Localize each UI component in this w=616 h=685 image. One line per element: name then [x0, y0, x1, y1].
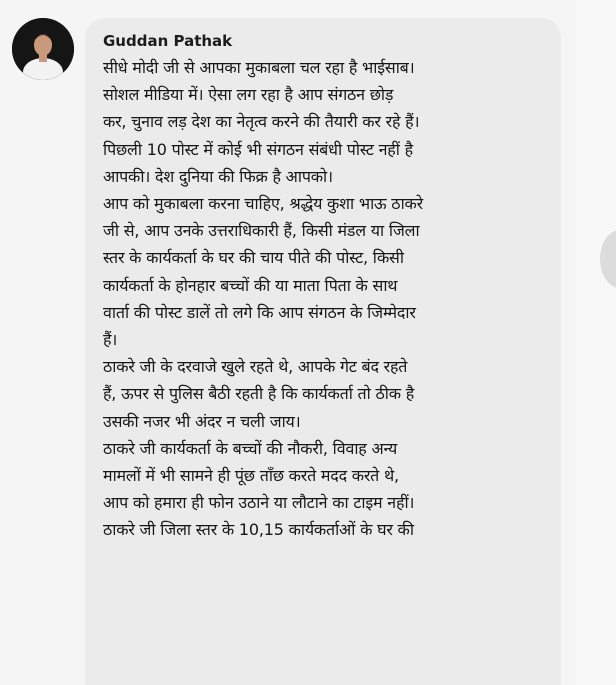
comment-line: आपकी। देश दुनिया की फिक्र है आपको। — [103, 166, 333, 186]
comment-line: जी से, आप उनके उत्तराधिकारी हैं, किसी मंडल या जिला — [103, 221, 420, 241]
profile-photo — [12, 18, 74, 80]
comment-author[interactable]: Guddan Pathak — [103, 32, 233, 50]
comment-line: सोशल मीडिया में। ऐसा लग रहा है आप संगठन छोड़ — [103, 85, 394, 105]
comment-line: कार्यकर्ता के होनहार बच्चों की या माता पिता के साथ — [103, 275, 398, 295]
comment-bubble — [85, 18, 561, 685]
comment-line: वार्ता की पोस्ट डालें तो लगे कि आप संगठन के जिम्मेदार — [103, 302, 416, 322]
comment-line: ठाकरे जी कार्यकर्ता के बच्चों की नौकरी, विवाह अन्य — [103, 438, 398, 458]
comment-line: सीधे मोदी जी से आपका मुकाबला चल रहा है भाईसाब। — [103, 58, 415, 77]
comment-line: आप को मुकाबला करना चाहिए, श्रद्धेय कुशा भाऊ ठाकरे — [103, 194, 423, 214]
comment-line: कर, चुनाव लड़ देश का नेतृत्व करने की तैयारी कर रहे हैं। — [103, 112, 420, 132]
comment-line: ठाकरे जी जिला स्तर के 10,15 कार्यकर्ताओं के घर की — [103, 520, 414, 540]
comment-line: स्तर के कार्यकर्ता के घर की चाय पीते की पोस्ट, किसी — [103, 248, 404, 268]
adjacent-panel-edge — [576, 0, 616, 685]
comment-line: उसकी नजर भी अंदर न चली जाय। — [103, 411, 301, 431]
comment-line: ठाकरे जी के दरवाजे खुले रहते थे, आपके गेट बंद रहते — [103, 357, 408, 377]
avatar[interactable] — [12, 18, 74, 80]
comment-line: हैं, ऊपर से पुलिस बैठी रहती है कि कार्यकर्ता तो ठीक है — [103, 384, 414, 404]
comment-line: मामलों में भी सामने ही पूंछ ताँछ करते मदद करते थे, — [103, 466, 399, 486]
comment-line: आप को हमारा ही फोन उठाने या लौटाने का टाइम नहीं। — [103, 493, 415, 513]
comment-line: हैं। — [103, 330, 118, 350]
comment-line: पिछली 10 पोस्ट में कोई भी संगठन संबंधी पोस्ट नहीं है — [103, 139, 413, 159]
comment-text — [103, 54, 547, 544]
